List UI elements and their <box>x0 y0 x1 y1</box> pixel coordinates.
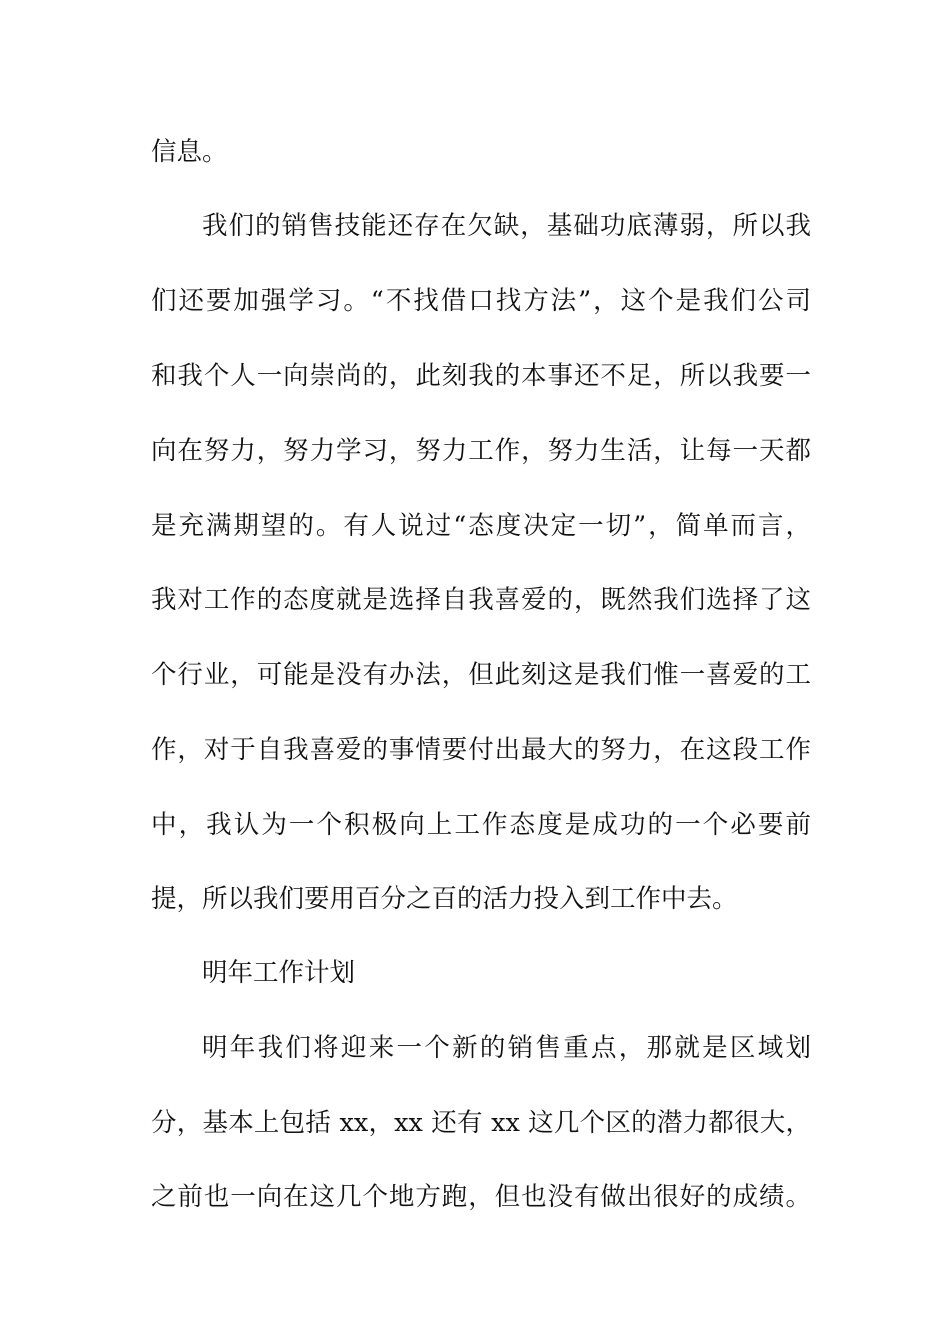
text-line: 提，所以我们要用百分之百的活力投入到工作中去。 <box>151 884 738 914</box>
text-line: 们还要加强学习。“不找借口找方法”，这个是我们公司 <box>151 286 811 316</box>
text-line: 个行业，可能是没有办法，但此刻这是我们惟一喜爱的工 <box>151 660 811 690</box>
text-line: 是充满期望的。有人说过“态度决定一切”，简单而言， <box>151 511 811 541</box>
text-line: 信息。 <box>151 137 228 167</box>
text-line: 和我个人一向崇尚的，此刻我的本事还不足，所以我要一 <box>151 361 811 391</box>
text-line: 之前也一向在这几个地方跑，但也没有做出很好的成绩。 <box>151 1182 811 1212</box>
paragraph-first-line: 我们的销售技能还存在欠缺，基础功底薄弱，所以我 <box>202 211 811 241</box>
text-line: 中，我认为一个积极向上工作态度是成功的一个必要前 <box>151 810 811 840</box>
text-line: 分，基本上包括 xx，xx 还有 xx 这几个区的潜力都很大， <box>151 1108 811 1138</box>
section-heading: 明年工作计划 <box>202 958 356 988</box>
paragraph-first-line: 明年我们将迎来一个新的销售重点，那就是区域划 <box>202 1033 811 1063</box>
text-line: 我对工作的态度就是选择自我喜爱的，既然我们选择了这 <box>151 585 811 615</box>
text-line: 作，对于自我喜爱的事情要付出最大的努力，在这段工作 <box>151 735 811 765</box>
text-line: 向在努力，努力学习，努力工作，努力生活，让每一天都 <box>151 436 811 466</box>
